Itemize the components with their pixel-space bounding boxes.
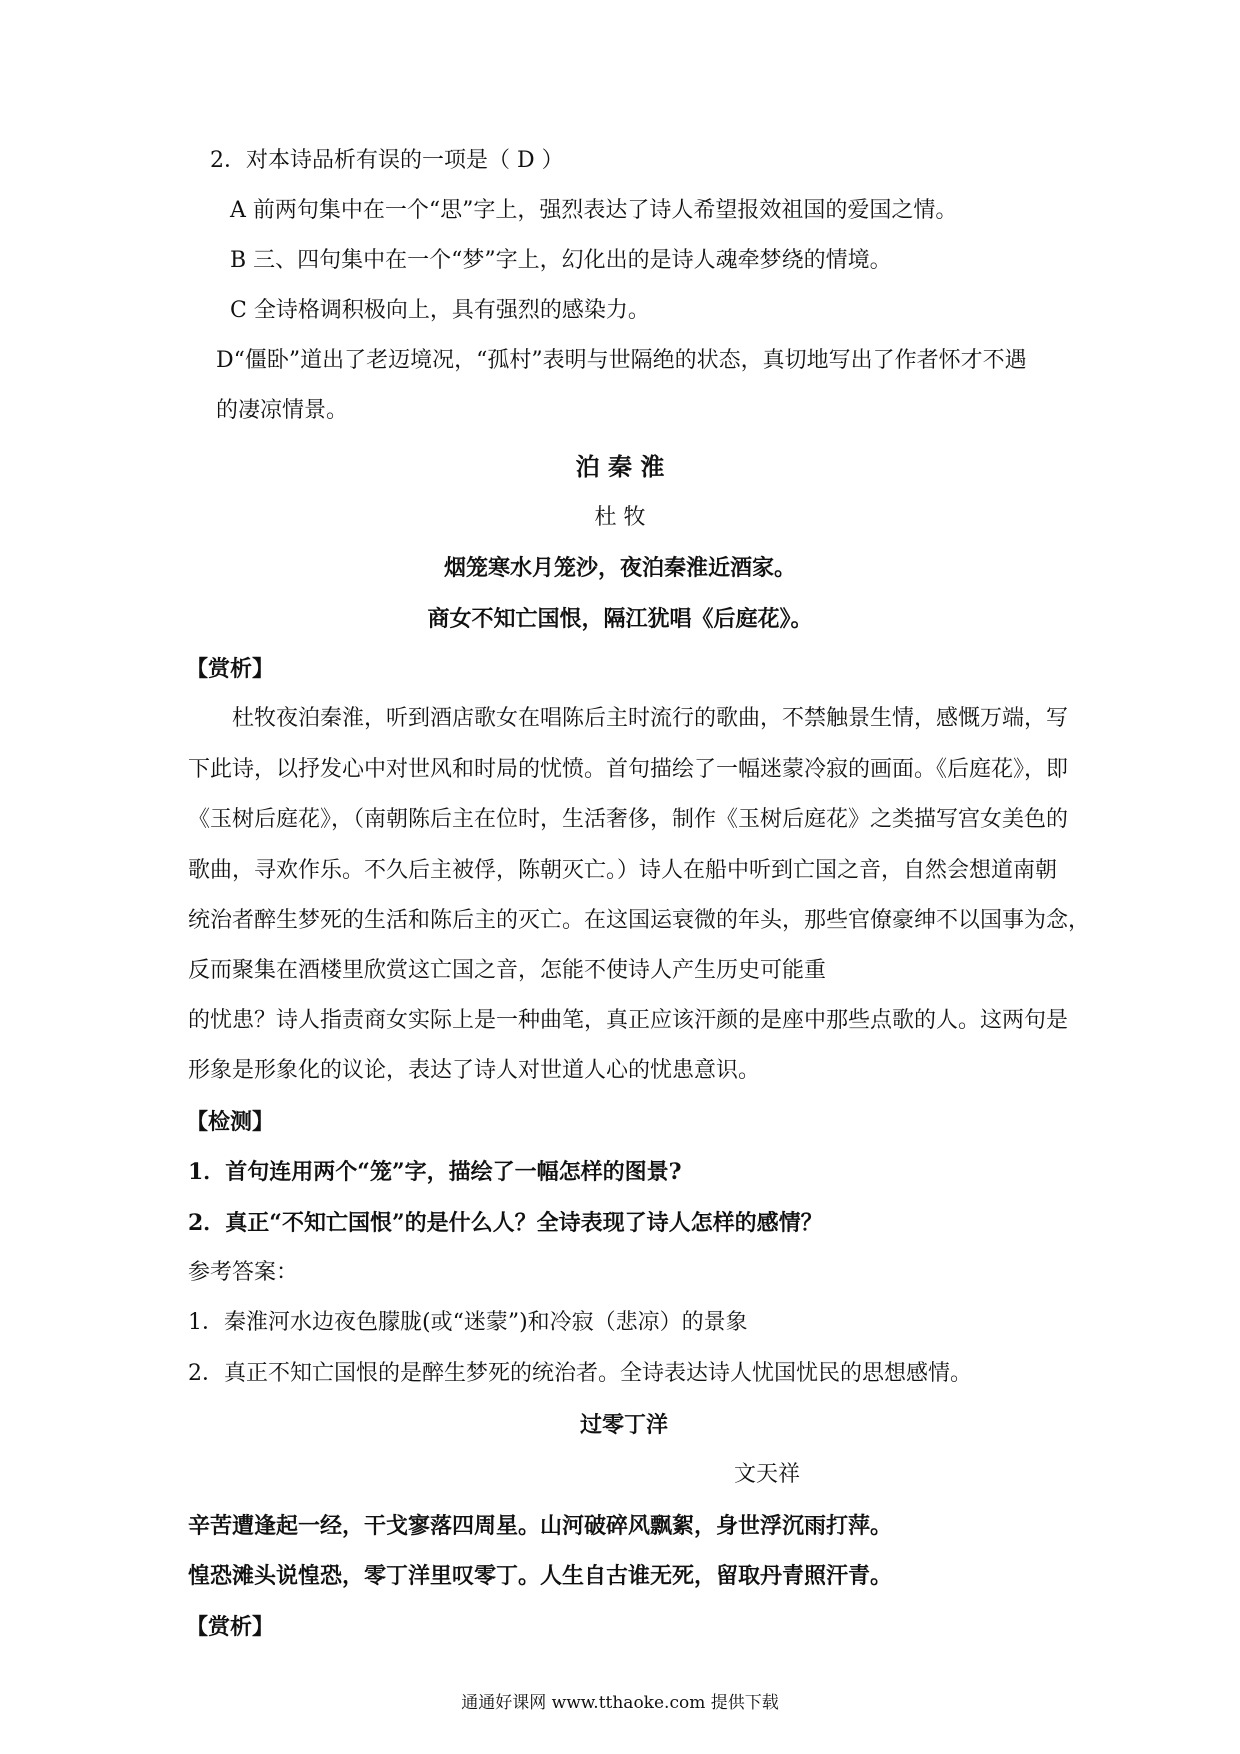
poem-2-line-1: 辛苦遭逢起一经，干戈寥落四周星。山河破碎风飘絮，身世浮沉雨打萍。 (188, 1513, 893, 1539)
appreciation-line: 《玉树后庭花》，（南朝陈后主在位时，生活奢侈，制作《玉树后庭花》之类描写宫女美色的 (188, 807, 1069, 832)
option-d-line-1: D“僵卧”道出了老迈境况，“孤村”表明与世隔绝的状态，真切地写出了作者怀才不遇 (216, 348, 1027, 373)
appreciation-line: 杜牧夜泊秦淮，听到酒店歌女在唱陈后主时流行的歌曲，不禁触景生情，感慨万端，写 (232, 706, 1069, 731)
answer-2: 2．真正不知亡国恨的是醉生梦死的统治者。全诗表达诗人忧国忧民的思想感情。 (188, 1361, 972, 1386)
option-b: B 三、四句集中在一个“梦”字上，幻化出的是诗人魂牵梦绕的情境。 (230, 248, 892, 273)
poem-2-line-2: 惶恐滩头说惶恐，零丁洋里叹零丁。人生自古谁无死，留取丹青照汗青。 (188, 1563, 893, 1589)
option-d-line-2: 的凄凉情景。 (216, 398, 349, 423)
poem-author: 杜 牧 (594, 505, 646, 530)
poem-title: 泊 秦 淮 (575, 452, 665, 481)
appreciation-line: 统治者醉生梦死的生活和陈后主的灭亡。在这国运衰微的年头，那些官僚豪绅不以国事为念， (188, 908, 1091, 933)
appreciation-2-heading: 【赏析】 (186, 1614, 275, 1640)
page-footer: 通通好课网 www.tthaoke.com 提供下载 (461, 1693, 779, 1713)
answer-heading: 参考答案： (188, 1260, 299, 1285)
poem-line-2: 商女不知亡国恨，隔江犹唱《后庭花》。 (427, 606, 813, 632)
appreciation-line: 下此诗，以抒发心中对世风和时局的忧愤。首句描绘了一幅迷蒙冷寂的画面。《后庭花》，即 (188, 757, 1069, 782)
appreciation-line: 歌曲，寻欢作乐。不久后主被俘，陈朝灭亡。）诗人在船中听到亡国之音，自然会想道南朝 (188, 858, 1058, 883)
poem-2-title: 过零丁洋 (580, 1412, 669, 1438)
test-heading: 【检测】 (186, 1109, 275, 1135)
test-question-2: 2．真正“不知亡国恨”的是什么人？全诗表现了诗人怎样的感情？ (188, 1210, 823, 1236)
appreciation-heading: 【赏析】 (186, 656, 275, 682)
appreciation-line: 形象是形象化的议论，表达了诗人对世道人心的忧患意识。 (188, 1058, 761, 1083)
option-c: C 全诗格调积极向上，具有强烈的感染力。 (230, 298, 650, 323)
poem-line-1: 烟笼寒水月笼沙，夜泊秦淮近酒家。 (443, 555, 796, 581)
option-a: A 前两句集中在一个“思”字上，强烈表达了诗人希望报效祖国的爱国之情。 (230, 198, 958, 223)
appreciation-line: 的忧患？诗人指责商女实际上是一种曲笔，真正应该汗颜的是座中那些点歌的人。这两句是 (188, 1008, 1069, 1033)
question-2-stem: 2．对本诗品析有误的一项是（ D ） (210, 148, 564, 173)
poem-2-author: 文天祥 (734, 1462, 801, 1487)
appreciation-line: 反而聚集在酒楼里欣赏这亡国之音，怎能不使诗人产生历史可能重 (188, 958, 827, 983)
test-question-1: 1．首句连用两个“笼”字，描绘了一幅怎样的图景? (188, 1159, 682, 1185)
answer-1: 1．秦淮河水边夜色朦胧(或“迷蒙”)和冷寂（悲凉）的景象 (188, 1310, 748, 1335)
